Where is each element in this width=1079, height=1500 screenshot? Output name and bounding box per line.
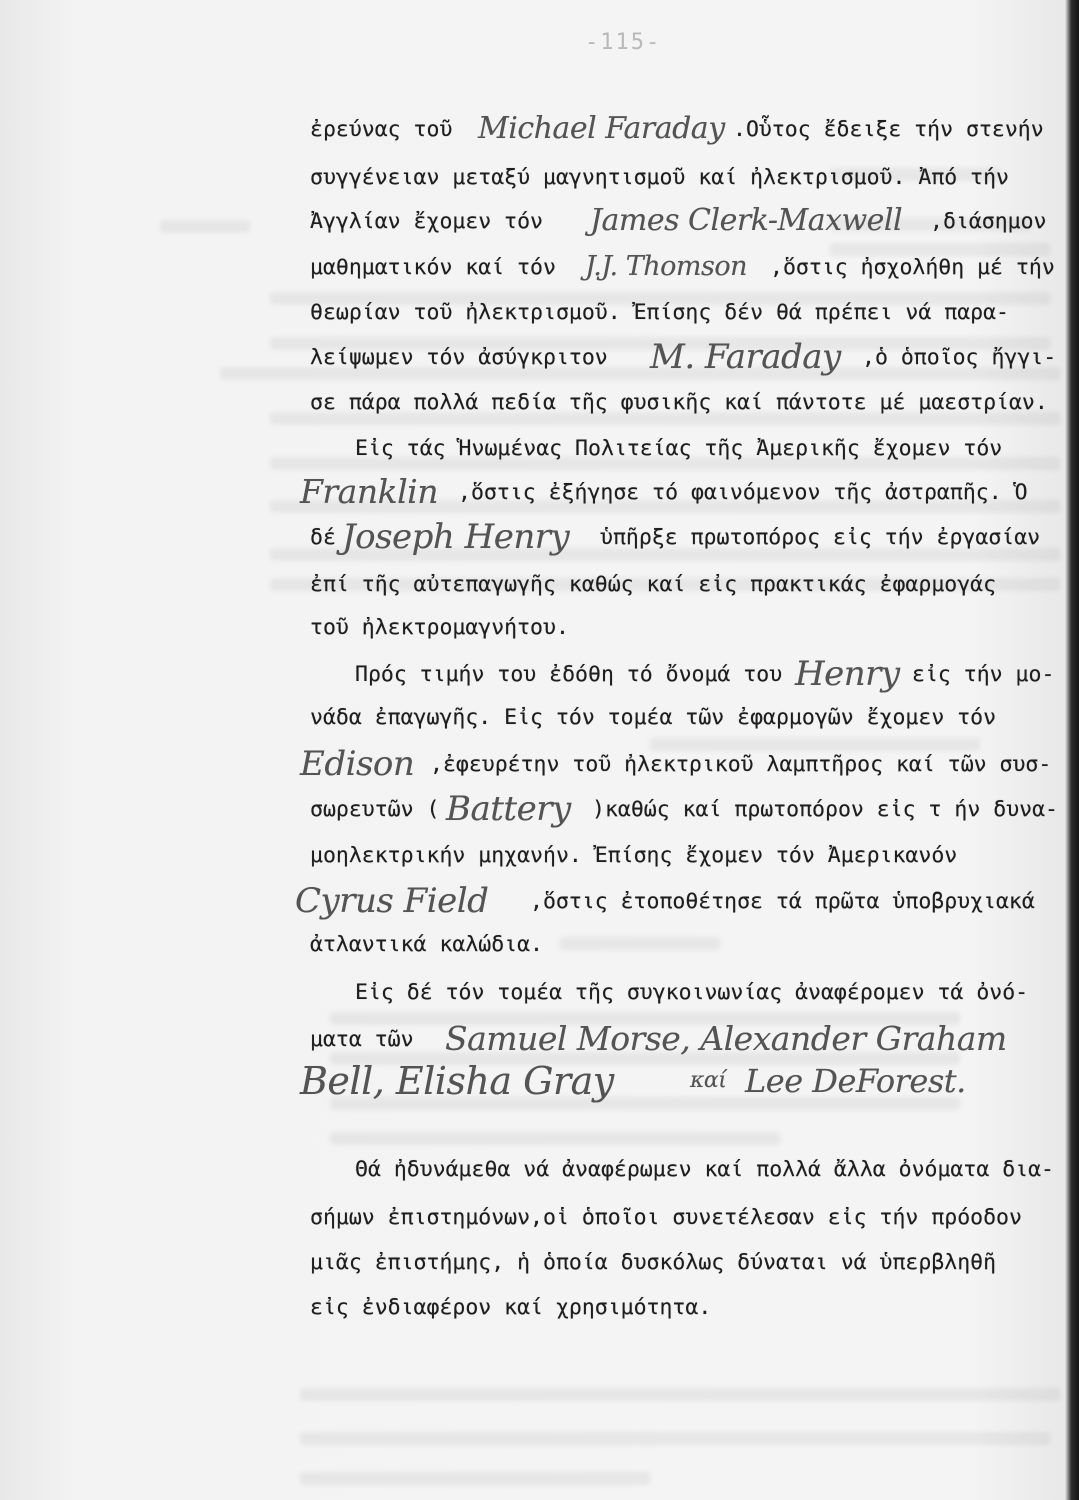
typed-text: μαθηματικόν καί τόν bbox=[310, 255, 556, 280]
typed-text: ἐρεύνας τοῦ bbox=[310, 117, 453, 142]
text-line bbox=[0, 841, 1079, 871]
text-line bbox=[0, 388, 1079, 418]
handwritten-name: Joseph Henry bbox=[342, 517, 570, 557]
typed-text: εἰς ἐνδιαφέρον καί χρησιμότητα. bbox=[310, 1295, 712, 1320]
text-line bbox=[0, 978, 1079, 1008]
text-line bbox=[0, 298, 1079, 328]
typed-text: Θά ἠδυνάμεθα νά ἀναφέρωμεν καί πολλά ἄλλα ὀνόματα δια- bbox=[355, 1157, 1054, 1182]
handwritten-name: Edison bbox=[300, 744, 415, 784]
typed-text: ματα τῶν bbox=[310, 1027, 414, 1052]
text-line bbox=[0, 1293, 1079, 1323]
text-line bbox=[0, 337, 1079, 377]
text-line bbox=[0, 253, 1079, 283]
typed-text: ,ὁ ὁποῖος ἤγγι- bbox=[862, 345, 1057, 370]
typed-text: ,ὅστις ἠσχολήθη μέ τήν bbox=[770, 255, 1055, 280]
typed-text: θεωρίαν τοῦ ἠλεκτρισμοῦ. Ἐπίσης δέν θά πρέπει νά παρα- bbox=[310, 300, 1009, 325]
handwritten-name: Cyrus Field bbox=[295, 881, 489, 921]
typed-text: Ἀγγλίαν ἔχομεν τόν bbox=[310, 209, 543, 234]
text-line bbox=[0, 789, 1079, 829]
handwritten-name: J.J. Thomson bbox=[585, 251, 747, 282]
handwritten-name: Bell, Elisha Gray bbox=[300, 1059, 614, 1103]
typed-text: σήμων ἐπιστημόνων,οἱ ὁποῖοι συνετέλεσαν εἰς τήν πρόοδον bbox=[310, 1205, 1022, 1230]
text-line bbox=[0, 1155, 1079, 1185]
handwritten-name: Henry bbox=[795, 654, 900, 694]
text-line bbox=[0, 881, 1079, 921]
text-line bbox=[0, 930, 1079, 960]
bleed-through-text bbox=[300, 1472, 650, 1485]
handwritten-name: Lee DeForest. bbox=[745, 1062, 966, 1100]
text-line bbox=[0, 1059, 1079, 1103]
typed-text: συγγένειαν μεταξύ μαγνητισμοῦ καί ἠλεκτρισμοῦ. Ἀπό τήν bbox=[310, 165, 1009, 190]
typed-text: Εἰς τάς Ἡνωμένας Πολιτείας τῆς Ἀμερικῆς ἔχομεν τόν bbox=[355, 436, 1003, 461]
typed-text: ,ὅστις ἐξήγησε τό φαινόμενον τῆς ἀστραπῆς. Ὁ bbox=[458, 480, 1028, 505]
text-line bbox=[0, 163, 1079, 193]
scan-edge bbox=[1065, 0, 1079, 1500]
typed-text: δέ bbox=[310, 525, 336, 550]
typed-text: σε πάρα πολλά πεδία τῆς φυσικῆς καί πάντοτε μέ μαεστρίαν. bbox=[310, 390, 1048, 415]
text-line bbox=[0, 703, 1079, 733]
handwritten-name: M. Faraday bbox=[650, 337, 841, 377]
typed-text: ὑπῆρξε πρωτοπόρος εἰς τήν ἐργασίαν bbox=[600, 525, 1041, 550]
typed-text: ,ἐφευρέτην τοῦ ἠλεκτρικοῦ λαμπτῆρος καί τῶν συσ- bbox=[430, 752, 1052, 777]
text-line bbox=[0, 1203, 1079, 1233]
text-line bbox=[0, 1248, 1079, 1278]
text-line bbox=[0, 517, 1079, 557]
handwritten-word: καί bbox=[690, 1068, 727, 1093]
handwritten-name: Michael Faraday bbox=[478, 111, 725, 146]
typed-text: Εἰς δέ τόν τομέα τῆς συγκοινωνίας ἀναφέρομεν τά ὀνό- bbox=[355, 980, 1029, 1005]
handwritten-name: Samuel Morse, Alexander Graham bbox=[445, 1019, 1007, 1058]
typed-text: λείψωμεν τόν ἀσύγκριτον bbox=[310, 345, 608, 370]
typed-text: εἰς τήν μο- bbox=[912, 662, 1055, 687]
typed-text: ,διάσημον bbox=[930, 209, 1047, 234]
handwritten-name: Franklin bbox=[300, 472, 438, 511]
page-number: -115- bbox=[585, 30, 662, 55]
bleed-through-text bbox=[330, 1132, 780, 1145]
text-line bbox=[0, 613, 1079, 643]
typed-text: σωρευτῶν ( bbox=[310, 797, 440, 822]
handwritten-name: James Clerk-Maxwell bbox=[590, 203, 903, 238]
typed-text: ἀτλαντικά καλώδια. bbox=[310, 932, 543, 957]
text-line bbox=[0, 744, 1079, 784]
text-line bbox=[0, 570, 1079, 600]
text-line bbox=[0, 654, 1079, 694]
typed-text: μοηλεκτρικήν μηχανήν. Ἐπίσης ἔχομεν τόν Ἀμερικανόν bbox=[310, 843, 958, 868]
text-line bbox=[0, 434, 1079, 464]
typed-text: ἐπί τῆς αὐτεπαγωγῆς καθώς καί εἰς πρακτικάς ἐφαρμογάς bbox=[310, 572, 997, 597]
typed-text: τοῦ ἠλεκτρομαγνήτου. bbox=[310, 615, 569, 640]
bleed-through-text bbox=[300, 1388, 1060, 1401]
typed-text: ,ὅστις ἐτοποθέτησε τά πρῶτα ὑποβρυχιακά bbox=[530, 889, 1035, 914]
text-line bbox=[0, 111, 1079, 146]
handwritten-name: Battery bbox=[446, 789, 571, 829]
text-line bbox=[0, 472, 1079, 511]
typed-text: νάδα ἐπαγωγῆς. Εἰς τόν τομέα τῶν ἐφαρμογῶν ἔχομεν τόν bbox=[310, 705, 997, 730]
text-line bbox=[0, 203, 1079, 238]
text-line bbox=[0, 1019, 1079, 1058]
typed-text: .Οὗτος ἔδειξε τήν στενήν bbox=[733, 117, 1044, 142]
typed-text: μιᾶς ἐπιστήμης, ἡ ὁποία δυσκόλως δύναται νά ὑπερβληθῆ bbox=[310, 1250, 997, 1275]
typed-text: Πρός τιμήν του ἐδόθη τό ὄνομά του bbox=[355, 662, 783, 687]
bleed-through-text bbox=[300, 1432, 1050, 1445]
typed-text: )καθώς καί πρωτοπόρον εἰς τ ήν δυνα- bbox=[592, 797, 1058, 822]
